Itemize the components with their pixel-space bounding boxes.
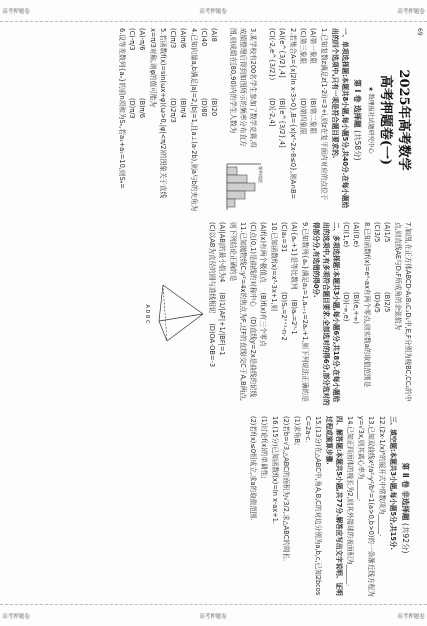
question-15-part: (1)求角B; <box>293 416 301 446</box>
left-margin-band <box>0 0 427 22</box>
q10-options <box>248 222 268 406</box>
exam-title: 2025年高考数学 <box>396 69 411 171</box>
q4-options <box>168 28 188 212</box>
option: (A){aₙ+1}是等比数列 <box>290 222 298 290</box>
option: (D)OA·OB=-3 <box>208 323 216 368</box>
option: (D)[-2,4] <box>268 98 276 127</box>
question-16-part: (1)讨论f(x)的单调性; <box>260 416 268 479</box>
histogram-figure <box>221 158 265 212</box>
option: (A)-π/6 <box>138 28 146 51</box>
option: (A)8 <box>210 28 218 42</box>
part2-score: (共92分) <box>401 523 410 554</box>
option: (C)-π/3 <box>128 28 136 51</box>
section2-instructions: 二、多项选择题:本题共3小题,每小题6分,共18分.在每小题给出的选项中,有多项符合题目要求.全部选对的得6分,部分选对的得部分分,有选错的得0分. <box>312 222 340 406</box>
option: (A)1/5 <box>383 222 391 243</box>
section1-instructions: 一、单项选择题:本题共8小题,每小题5分,共40分.在每小题给出的四个选项中,只有一项是符合题目要求的. <box>331 28 349 209</box>
part1-title: 第 Ⅰ 卷 选择题 <box>353 79 362 128</box>
option: (B)20 <box>210 98 218 117</box>
option: (C)40 <box>200 28 208 47</box>
tetrahedron-figure-wrap <box>142 222 207 406</box>
question-6: 6.设等差数列{aₙ}的前n项和为Sₙ,若a₃+a₇=10,则S₉= <box>118 28 126 189</box>
option: (B)π/4 <box>179 98 187 119</box>
question-3: 3.某学校有200名学生参加了数学竞赛,将成绩整理后得到如图所示的频率分布直方图,则成绩在[80,90)内的学生人数为 <box>229 28 258 148</box>
side-label: 高考押题卷 <box>397 8 425 15</box>
option: (D)4/5 <box>373 292 381 313</box>
part1-heading <box>352 28 362 212</box>
question-14: 14.已知正四面体的棱长为2,则其外接球的表面积为______. <box>346 416 354 587</box>
option: (A)f(x)有两个极值点 <box>259 222 267 283</box>
question-12: 12.(2x-1/x)⁶的展开式中常数项为______. <box>378 416 386 537</box>
question-15-part: (2)若b=√3,△ABC的面积为√3/2,求△ABC的周长. <box>282 416 290 562</box>
column-1 <box>9 28 413 212</box>
option: (D)第四象限 <box>299 98 307 135</box>
question-13: 13.已知双曲线x²/a²-y²/b²=1(a>0,b>0)的一条渐近线方程为y=√3x,则其离心率为______. <box>357 416 375 597</box>
option: (B)aₙ=2ⁿ-1 <box>290 299 298 335</box>
q9-options <box>279 222 299 406</box>
column-3 <box>9 416 413 600</box>
part2-title: 第 Ⅱ 卷 非选择题 <box>401 462 410 521</box>
part2-heading <box>400 416 410 600</box>
question-7: 7.如图,在正方体ABCD-A₁B₁C₁D₁中,E,F分别为棱BC,CC₁的中点,则直线AE与D₁F所成角的余弦值为 <box>394 222 412 402</box>
side-label: 高考押题卷 <box>397 613 425 620</box>
question-10: 10.已知函数f(x)=x³-3x+1,则 <box>270 222 278 312</box>
question-5: 5.若函数f(x)=sin(ωx+φ)(ω>0,|φ|<π/2)的图象关于直线x=π/3对称,则φ的值可能为 <box>149 28 167 199</box>
question-2: 2.若集合A={x|2ln x-3>0},B={x|x²-2x-8≤0},则A∩B= <box>289 28 297 200</box>
q7-options <box>372 222 392 406</box>
exam-subtitle: 高考押题卷(一) <box>378 74 393 166</box>
side-label: 高考押题卷 <box>199 8 228 15</box>
option: (D)2π/3 <box>169 98 177 123</box>
option: (B)π/6 <box>138 98 146 119</box>
option: (B)第二象限 <box>309 98 317 135</box>
option: (D)(-∞,e) <box>342 292 350 322</box>
option: (C)以AB为直径的圆与准线相切 <box>208 222 216 314</box>
side-label: 高考押题卷 <box>199 613 228 620</box>
section3-instructions: 三、填空题:本题共3小题,每小题5分,共15分. <box>389 416 397 551</box>
section4-instructions: 四、解答题:本题共5小题,共77分.解答应写出文字说明、证明过程或演算步骤. <box>325 416 343 596</box>
option: (B)f(x)有三个零点 <box>259 292 267 347</box>
option: (B)2/5 <box>383 292 391 313</box>
option: (D)直线y=2x是曲线的切线 <box>249 316 257 398</box>
research-center-note: ★ 数理报社试题研究中心 <box>367 86 374 154</box>
option: (C)(-2,e^{3/2}) <box>268 28 276 81</box>
option: (D)π/3 <box>128 98 136 119</box>
question-16-part: (2)若f(x)≤0恒成立,求a的取值范围. <box>249 416 257 521</box>
option: (B)1/|AF|+1/|BF|=1 <box>218 292 226 356</box>
question-9: 9.已知数列{aₙ}满足a₁=1,aₙ₊₁=2aₙ+1,则下列说法正确的是 <box>301 222 309 402</box>
option: (C)点(0,1)是曲线的对称中心 <box>249 222 257 307</box>
tetrahedron-figure <box>155 279 207 349</box>
question-15: 15.(13分)在△ABC中,角A,B,C的对边分别为a,b,c,已知2bcos C=2a-c. <box>304 416 322 596</box>
right-margin-band <box>0 604 427 626</box>
q5-options <box>127 28 147 212</box>
option: (B)[e^{3/2},4] <box>278 98 286 148</box>
option: (C)(1,e) <box>342 222 350 248</box>
question-1: 1.已知复数z满足z(1-2i)=3+i,则z在复平面内对应的点位于 <box>320 28 328 201</box>
question-4: 4.已知向量a,b满足|a|=2,|b|=1,且a⊥(a-2b),则a与b的夹角为 <box>190 28 198 212</box>
tetrahedron-caption: A D B C <box>144 304 150 324</box>
option: (C)π/3 <box>169 28 177 49</box>
page-number: 69 <box>416 28 423 36</box>
option: (A)π/6 <box>179 28 187 49</box>
q11-options <box>207 222 227 406</box>
option: (C)a₅=31 <box>280 222 288 253</box>
option: (A)(0,e) <box>352 222 360 248</box>
column-2 <box>9 222 413 406</box>
question-8: 8.已知函数f(x)=eˣ-ax有两个零点,则实数a的取值范围是 <box>363 222 371 388</box>
option: (C)3/5 <box>373 222 381 243</box>
three-column-body <box>9 28 413 600</box>
q8-options <box>341 222 361 406</box>
option: (D)80 <box>200 98 208 117</box>
option: (A)|AB|的最小值为4 <box>218 222 226 283</box>
option: (B)(e,+∞) <box>352 292 360 324</box>
option: (D)Sₙ=2ⁿ⁺¹-n-2 <box>280 292 288 341</box>
question-11: 11.已知抛物线C:y²=4x的焦点为F,过F的直线l交C于A,B两点,则下列结论正确的是 <box>229 222 247 401</box>
q3-block <box>221 28 265 212</box>
question-16: 16.(15分)已知函数f(x)=ln x-ax+1. <box>271 416 279 525</box>
part1-score: (共58分) <box>353 130 362 161</box>
q2-options <box>267 28 287 212</box>
option: (A)第一象限 <box>309 28 317 65</box>
option: (A)(e^{3/2},4] <box>278 28 286 78</box>
option: (C)第三象限 <box>299 28 307 65</box>
side-label: 高考押题卷 <box>2 8 30 15</box>
histogram-caption: 频率/组距 <box>258 166 263 184</box>
q1-options <box>298 28 318 212</box>
q3-options <box>199 28 219 212</box>
side-label: 高考押题卷 <box>2 613 30 620</box>
